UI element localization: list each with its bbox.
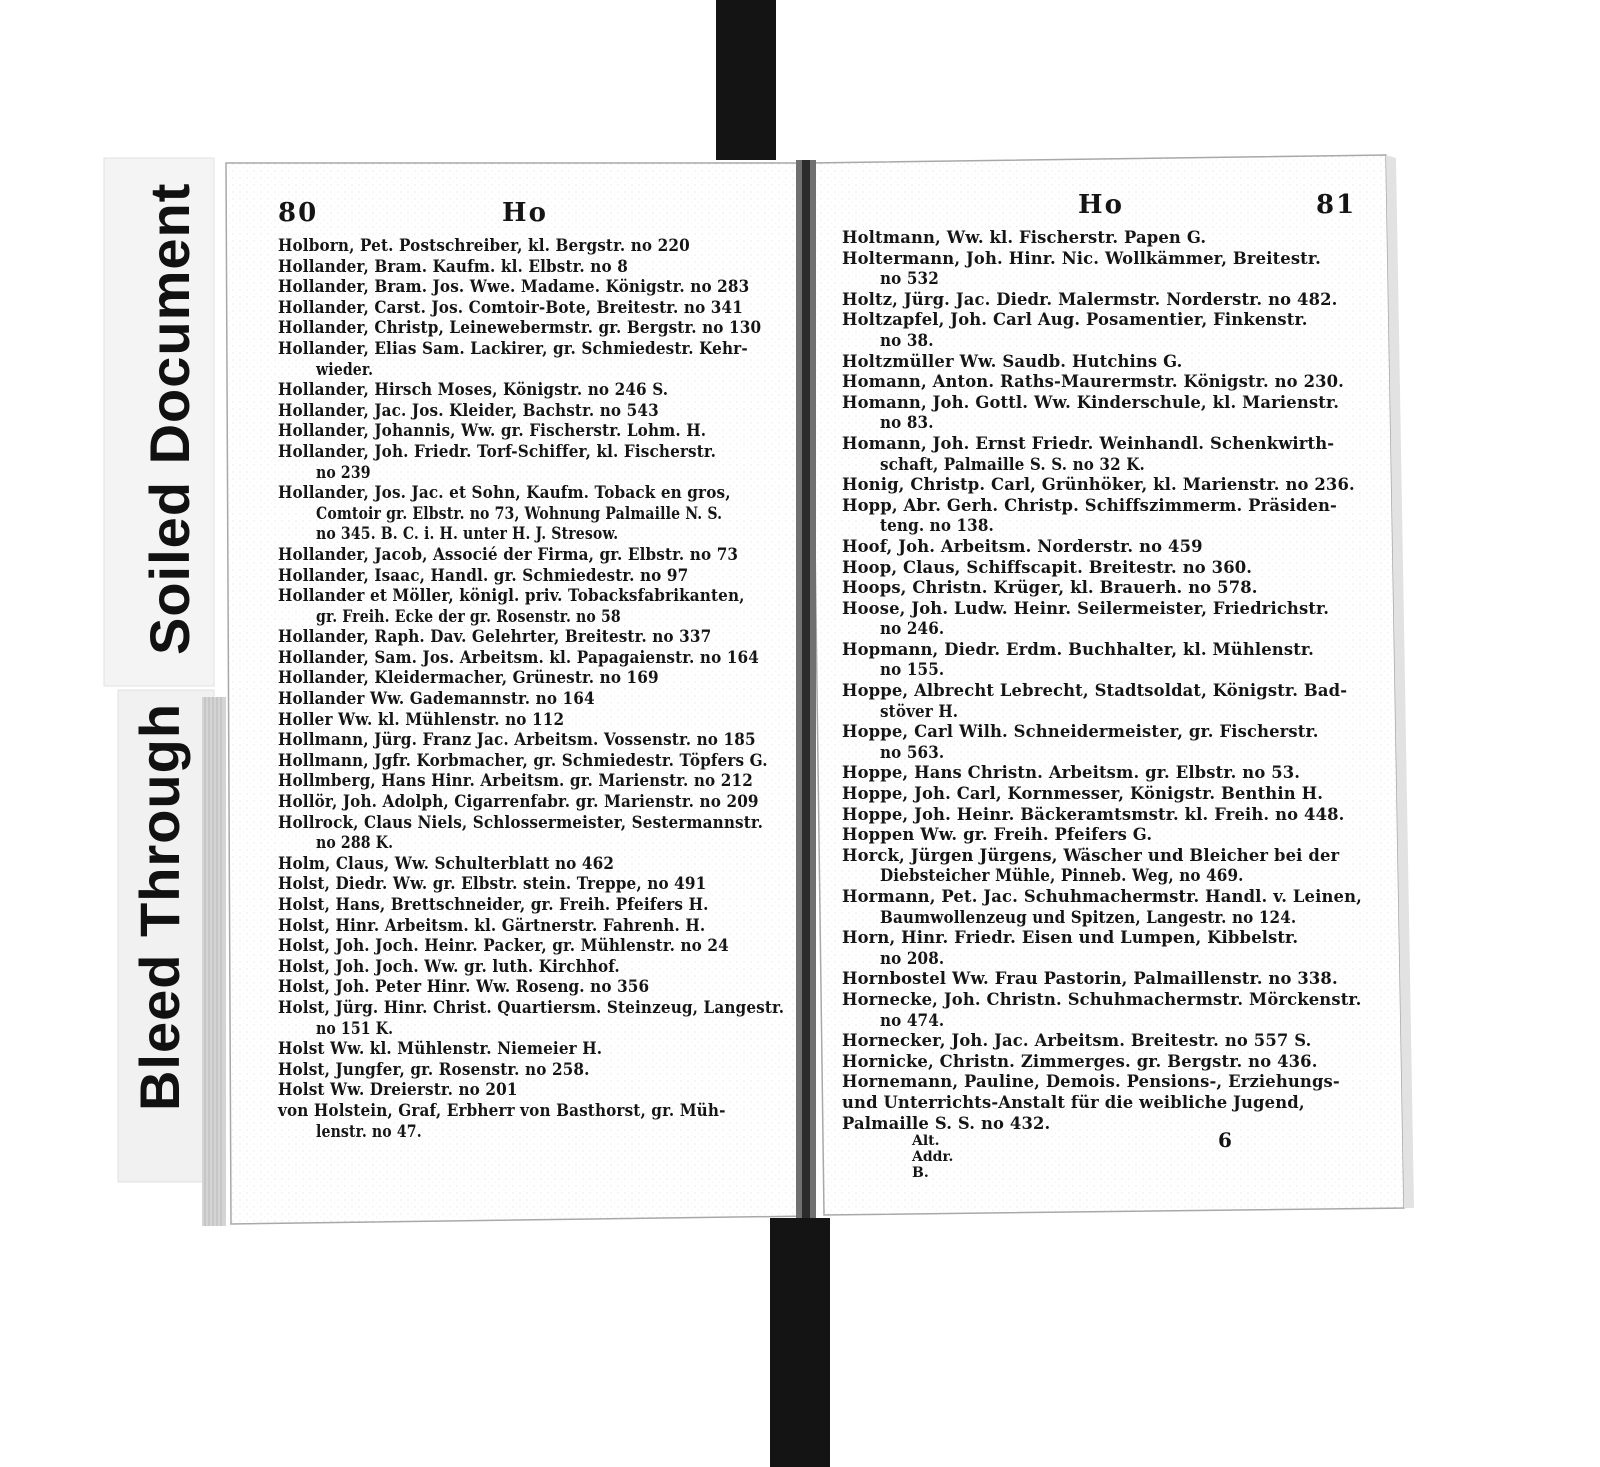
directory-entry: no 239 xyxy=(316,462,371,482)
directory-entry: Comtoir gr. Elbstr. no 73, Wohnung Palmaille N. S. xyxy=(316,503,723,523)
directory-entry: Hornecke, Joh. Christn. Schuhmachermstr. Mörckenstr. xyxy=(842,989,1362,1009)
directory-entry: no 38. xyxy=(880,330,934,350)
directory-entry: Holborn, Pet. Postschreiber, kl. Bergstr. no 220 xyxy=(278,236,690,255)
directory-entry: Homann, Joh. Ernst Friedr. Weinhandl. Schenkwirth- xyxy=(842,433,1335,453)
directory-entry: Hornicke, Christn. Zimmerges. gr. Bergstr. no 436. xyxy=(842,1051,1318,1071)
directory-entry: Holst, Joh. Joch. Heinr. Packer, gr. Mühlenstr. no 24 xyxy=(278,936,729,956)
directory-entry: Hoops, Christn. Krüger, kl. Brauerh. no 578. xyxy=(842,578,1258,598)
directory-entry: Hoppe, Joh. Carl, Kornmesser, Königstr. Benthin H. xyxy=(842,784,1324,804)
directory-entry: Hollmberg, Hans Hinr. Arbeitsm. gr. Marienstr. no 212 xyxy=(278,771,753,791)
directory-entry: wieder. xyxy=(316,359,374,379)
directory-entry: lenstr. no 47. xyxy=(316,1121,422,1141)
directory-entry: Holtz, Jürg. Jac. Diedr. Malermstr. Norderstr. no 482. xyxy=(842,289,1338,309)
soiled-document-label: Soiled Document xyxy=(138,182,201,655)
left-entry-list xyxy=(278,236,823,1142)
directory-entry: no 474. xyxy=(880,1010,945,1030)
signature-mark: 6 xyxy=(1218,1128,1232,1152)
directory-entry: Hoppe, Hans Christn. Arbeitsm. gr. Elbstr. no 53. xyxy=(842,763,1301,783)
directory-entry: Hollander, Carst. Jos. Comtoir-Bote, Breitestr. no 341 xyxy=(278,297,743,317)
directory-entry: no 83. xyxy=(880,413,934,433)
directory-entry: Hoose, Joh. Ludw. Heinr. Seilermeister, Friedrichstr. xyxy=(842,598,1330,618)
directory-entry: Hollander, Kleidermacher, Grünestr. no 169 xyxy=(278,668,659,688)
directory-entry: Holtzapfel, Joh. Carl Aug. Posamentier, Finkenstr. xyxy=(842,310,1308,330)
directory-entry: Horn, Hinr. Friedr. Eisen und Lumpen, Kibbelstr. xyxy=(842,928,1299,948)
directory-entry: no 345. B. C. i. H. unter H. J. Stresow. xyxy=(316,524,619,544)
directory-entry: Hollander, Jac. Jos. Kleider, Bachstr. no 543 xyxy=(278,400,659,420)
directory-entry: no 208. xyxy=(880,948,945,968)
directory-entry: Hollrock, Claus Niels, Schlossermeister, Sestermannstr. xyxy=(278,812,764,832)
directory-entry: Hornbostel Ww. Frau Pastorin, Palmaillenstr. no 338. xyxy=(842,969,1338,989)
directory-entry: Holm, Claus, Ww. Schulterblatt no 462 xyxy=(278,853,615,873)
directory-entry: no 532 xyxy=(880,269,939,289)
right-page-heading: Ho xyxy=(1078,190,1124,220)
directory-entry: Hollör, Joh. Adolph, Cigarrenfabr. gr. Marienstr. no 209 xyxy=(278,792,759,812)
directory-entry: no 246. xyxy=(880,619,945,639)
directory-entry: Holst, Hinr. Arbeitsm. kl. Gärtnerstr. Fahrenh. H. xyxy=(278,915,706,935)
directory-entry: Holler Ww. kl. Mühlenstr. no 112 xyxy=(278,709,565,729)
directory-entry: Holtzmüller Ww. Saudb. Hutchins G. xyxy=(842,351,1183,371)
directory-entry: Hollander, Johannis, Ww. gr. Fischerstr. Lohm. H. xyxy=(278,421,707,441)
directory-entry: Hollander, Joh. Friedr. Torf-Schiffer, kl. Fischerstr. xyxy=(278,441,717,461)
bleed-through-label: Bleed Through xyxy=(128,702,191,1112)
directory-entry: teng. no 138. xyxy=(880,516,994,536)
directory-entry: Holst Ww. Dreierstr. no 201 xyxy=(278,1080,518,1100)
directory-entry: Hoppen Ww. gr. Freih. Pfeifers G. xyxy=(842,825,1153,845)
directory-entry: no 563. xyxy=(880,742,945,762)
directory-entry: Hoop, Claus, Schiffscapit. Breitestr. no 360. xyxy=(842,557,1253,577)
right-entry-list xyxy=(842,228,1363,1134)
binding-strip-top xyxy=(716,0,776,160)
directory-entry: Hopmann, Diedr. Erdm. Buchhalter, kl. Mühlenstr. xyxy=(842,639,1315,659)
directory-entry: Holst, Jungfer, gr. Rosenstr. no 258. xyxy=(278,1059,590,1079)
binding-strip-bottom xyxy=(770,1218,830,1467)
directory-entry: Homann, Anton. Raths-Maurermstr. Königstr. no 230. xyxy=(842,372,1345,392)
directory-entry: Hopp, Abr. Gerh. Christp. Schiffszimmerm. Präsiden- xyxy=(842,495,1337,515)
directory-entry: Holtmann, Ww. kl. Fischerstr. Papen G. xyxy=(842,228,1207,247)
directory-entry: Hollander, Isaac, Handl. gr. Schmiedestr. no 97 xyxy=(278,565,689,585)
directory-entry: Holst, Joh. Joch. Ww. gr. luth. Kirchhof. xyxy=(278,956,620,976)
directory-entry: Hoppe, Carl Wilh. Schneidermeister, gr. Fischerstr. xyxy=(842,722,1319,742)
directory-entry: Hoppe, Joh. Heinr. Bäckeramtsmstr. kl. Freih. no 448. xyxy=(842,804,1345,824)
directory-entry: Hollander, Sam. Jos. Arbeitsm. kl. Papagaienstr. no 164 xyxy=(278,647,759,667)
directory-entry: Homann, Joh. Gottl. Ww. Kinderschule, kl. Marienstr. xyxy=(842,392,1340,412)
directory-entry: gr. Freih. Ecke der gr. Rosenstr. no 58 xyxy=(316,606,621,626)
directory-entry: Hollander, Christp, Leinewebermstr. gr. Bergstr. no 130 xyxy=(278,318,762,338)
directory-entry: Hollander, Bram. Jos. Wwe. Madame. Königstr. no 283 xyxy=(278,277,750,297)
directory-entry: Holst, Hans, Brettschneider, gr. Freih. Pfeifers H. xyxy=(278,895,709,914)
directory-entry: Hollmann, Jgfr. Korbmacher, gr. Schmiedestr. Töpfers G. xyxy=(278,750,768,770)
directory-entry: und Unterrichts-Anstalt für die weibliche Jugend, xyxy=(842,1092,1305,1112)
directory-entry: stöver H. xyxy=(880,701,959,721)
directory-entry: Honig, Christp. Carl, Grünhöker, kl. Marienstr. no 236. xyxy=(842,475,1355,495)
directory-entry: Hollander, Jacob, Associé der Firma, gr. Elbstr. no 73 xyxy=(278,544,739,564)
directory-entry: Hormann, Pet. Jac. Schuhmachermstr. Handl. v. Leinen, xyxy=(842,887,1362,906)
directory-entry: no 151 K. xyxy=(316,1018,394,1038)
directory-entry: no 288 K. xyxy=(316,833,394,853)
directory-entry: Hollander, Bram. Kaufm. kl. Elbstr. no 8 xyxy=(278,256,628,276)
directory-entry: Hornecker, Joh. Jac. Arbeitsm. Breitestr. no 557 S. xyxy=(842,1031,1312,1051)
directory-entry: Diebsteicher Mühle, Pinneb. Weg, no 469. xyxy=(880,866,1244,886)
directory-entry: Holst Ww. kl. Mühlenstr. Niemeier H. xyxy=(278,1039,603,1059)
directory-entry: Palmaille S. S. no 432. xyxy=(842,1113,1051,1133)
directory-entry: Hoppe, Albrecht Lebrecht, Stadtsoldat, Königstr. Bad- xyxy=(842,681,1348,701)
directory-entry: Horck, Jürgen Jürgens, Wäscher und Bleicher bei der xyxy=(842,845,1340,865)
directory-entry: Baumwollenzeug und Spitzen, Langestr. no 124. xyxy=(880,907,1297,927)
left-page-stack xyxy=(202,697,226,1226)
directory-entry: Hornemann, Pauline, Demois. Pensions-, Erziehungs- xyxy=(842,1072,1340,1092)
directory-entry: von Holstein, Graf, Erbherr von Basthorst, gr. Müh- xyxy=(278,1100,726,1120)
directory-entry: Holst, Diedr. Ww. gr. Elbstr. stein. Treppe, no 491 xyxy=(278,874,707,894)
directory-entry: schaft, Palmaille S. S. no 32 K. xyxy=(880,454,1145,474)
directory-entry: no 155. xyxy=(880,660,945,680)
directory-entry: Hollmann, Jürg. Franz Jac. Arbeitsm. Vossenstr. no 185 xyxy=(278,730,756,750)
directory-entry: Holtermann, Joh. Hinr. Nic. Wollkämmer, Breitestr. xyxy=(842,248,1322,268)
right-page-number: 81 xyxy=(1316,190,1357,220)
directory-entry: Hollander Ww. Gademannstr. no 164 xyxy=(278,689,595,709)
directory-entry: Hollander, Raph. Dav. Gelehrter, Breitestr. no 337 xyxy=(278,627,712,647)
directory-entry: Holst, Jürg. Hinr. Christ. Quartiersm. Steinzeug, Langestr. xyxy=(278,997,785,1017)
directory-entry: Hollander, Elias Sam. Lackirer, gr. Schmiedestr. Kehr- xyxy=(278,338,748,358)
footer-imprint: Alt. Addr. B. xyxy=(912,1133,954,1181)
directory-entry: Hoof, Joh. Arbeitsm. Norderstr. no 459 xyxy=(842,536,1203,556)
left-page-number: 80 xyxy=(278,198,319,228)
directory-entry: Holst, Joh. Peter Hinr. Ww. Roseng. no 356 xyxy=(278,977,650,997)
left-page-heading: Ho xyxy=(502,198,548,228)
directory-entry: Hollander, Hirsch Moses, Königstr. no 246 S. xyxy=(278,380,669,400)
directory-entry: Hollander, Jos. Jac. et Sohn, Kaufm. Toback en gros, xyxy=(278,483,731,503)
directory-entry: Hollander et Möller, königl. priv. Tobacksfabrikanten, xyxy=(278,586,745,606)
